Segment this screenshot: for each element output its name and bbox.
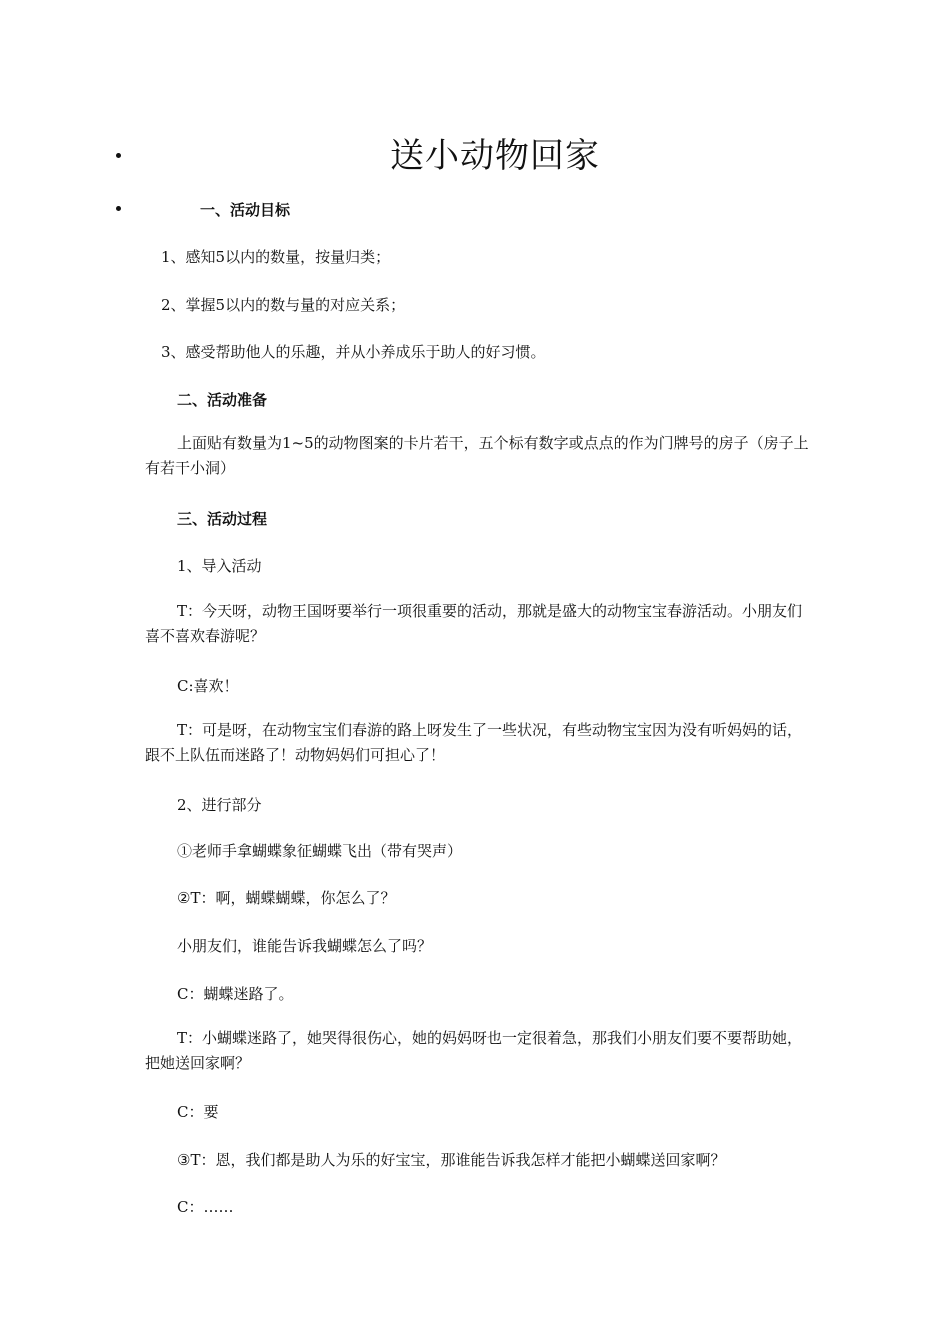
section-heading-goals: 一、活动目标 xyxy=(200,201,291,219)
dialogue-children: C：蝴蝶迷路了。 xyxy=(177,985,294,1003)
dialogue-teacher xyxy=(145,599,815,649)
section-heading-process: 三、活动过程 xyxy=(177,510,268,528)
step-heading: 1、导入活动 xyxy=(177,557,262,575)
document-title: 送小动物回家 xyxy=(390,136,600,176)
goal-item: 2、掌握5以内的数与量的对应关系； xyxy=(161,296,406,314)
dialogue-line: ②T：啊，蝴蝶蝴蝶，你怎么了？ xyxy=(177,889,396,907)
dialogue-children: C：…… xyxy=(177,1198,234,1216)
prep-text: 上面贴有数量为1~5的动物图案的卡片若干，五个标有数字或点点的作为门牌号的房子（房子上有若干小洞） xyxy=(145,434,809,477)
section-heading-prep: 二、活动准备 xyxy=(177,391,268,409)
goal-item: 1、感知5以内的数量，按量归类； xyxy=(161,248,391,266)
dialogue-teacher xyxy=(145,1026,815,1076)
dialogue-line: ③T：恩，我们都是助人为乐的好宝宝，那谁能告诉我怎样才能把小蝴蝶送回家啊？ xyxy=(177,1151,726,1169)
dialogue-text: T：小蝴蝶迷路了，她哭得很伤心，她的妈妈呀也一定很着急，那我们小朋友们要不要帮助她，把她送回家啊？ xyxy=(145,1029,803,1072)
dialogue-line: 小朋友们，谁能告诉我蝴蝶怎么了吗？ xyxy=(177,937,433,955)
dialogue-text: T：可是呀，在动物宝宝们春游的路上呀发生了一些状况，有些动物宝宝因为没有听妈妈的话，跟不上队伍而迷路了！动物妈妈们可担心了！ xyxy=(145,721,803,764)
dialogue-children: C:喜欢！ xyxy=(177,677,239,695)
dialogue-line: ①老师手拿蝴蝶象征蝴蝶飞出（带有哭声） xyxy=(177,842,463,860)
dialogue-teacher xyxy=(145,718,815,768)
prep-paragraph xyxy=(145,431,815,481)
step-heading: 2、进行部分 xyxy=(177,796,262,814)
bullet-icon xyxy=(116,153,121,158)
bullet-icon xyxy=(116,206,121,211)
goal-item: 3、感受帮助他人的乐趣，并从小养成乐于助人的好习惯。 xyxy=(161,343,546,361)
dialogue-children: C：要 xyxy=(177,1103,219,1121)
dialogue-text: T：今天呀，动物王国呀要举行一项很重要的活动，那就是盛大的动物宝宝春游活动。小朋友们喜不喜欢春游呢？ xyxy=(145,602,803,645)
